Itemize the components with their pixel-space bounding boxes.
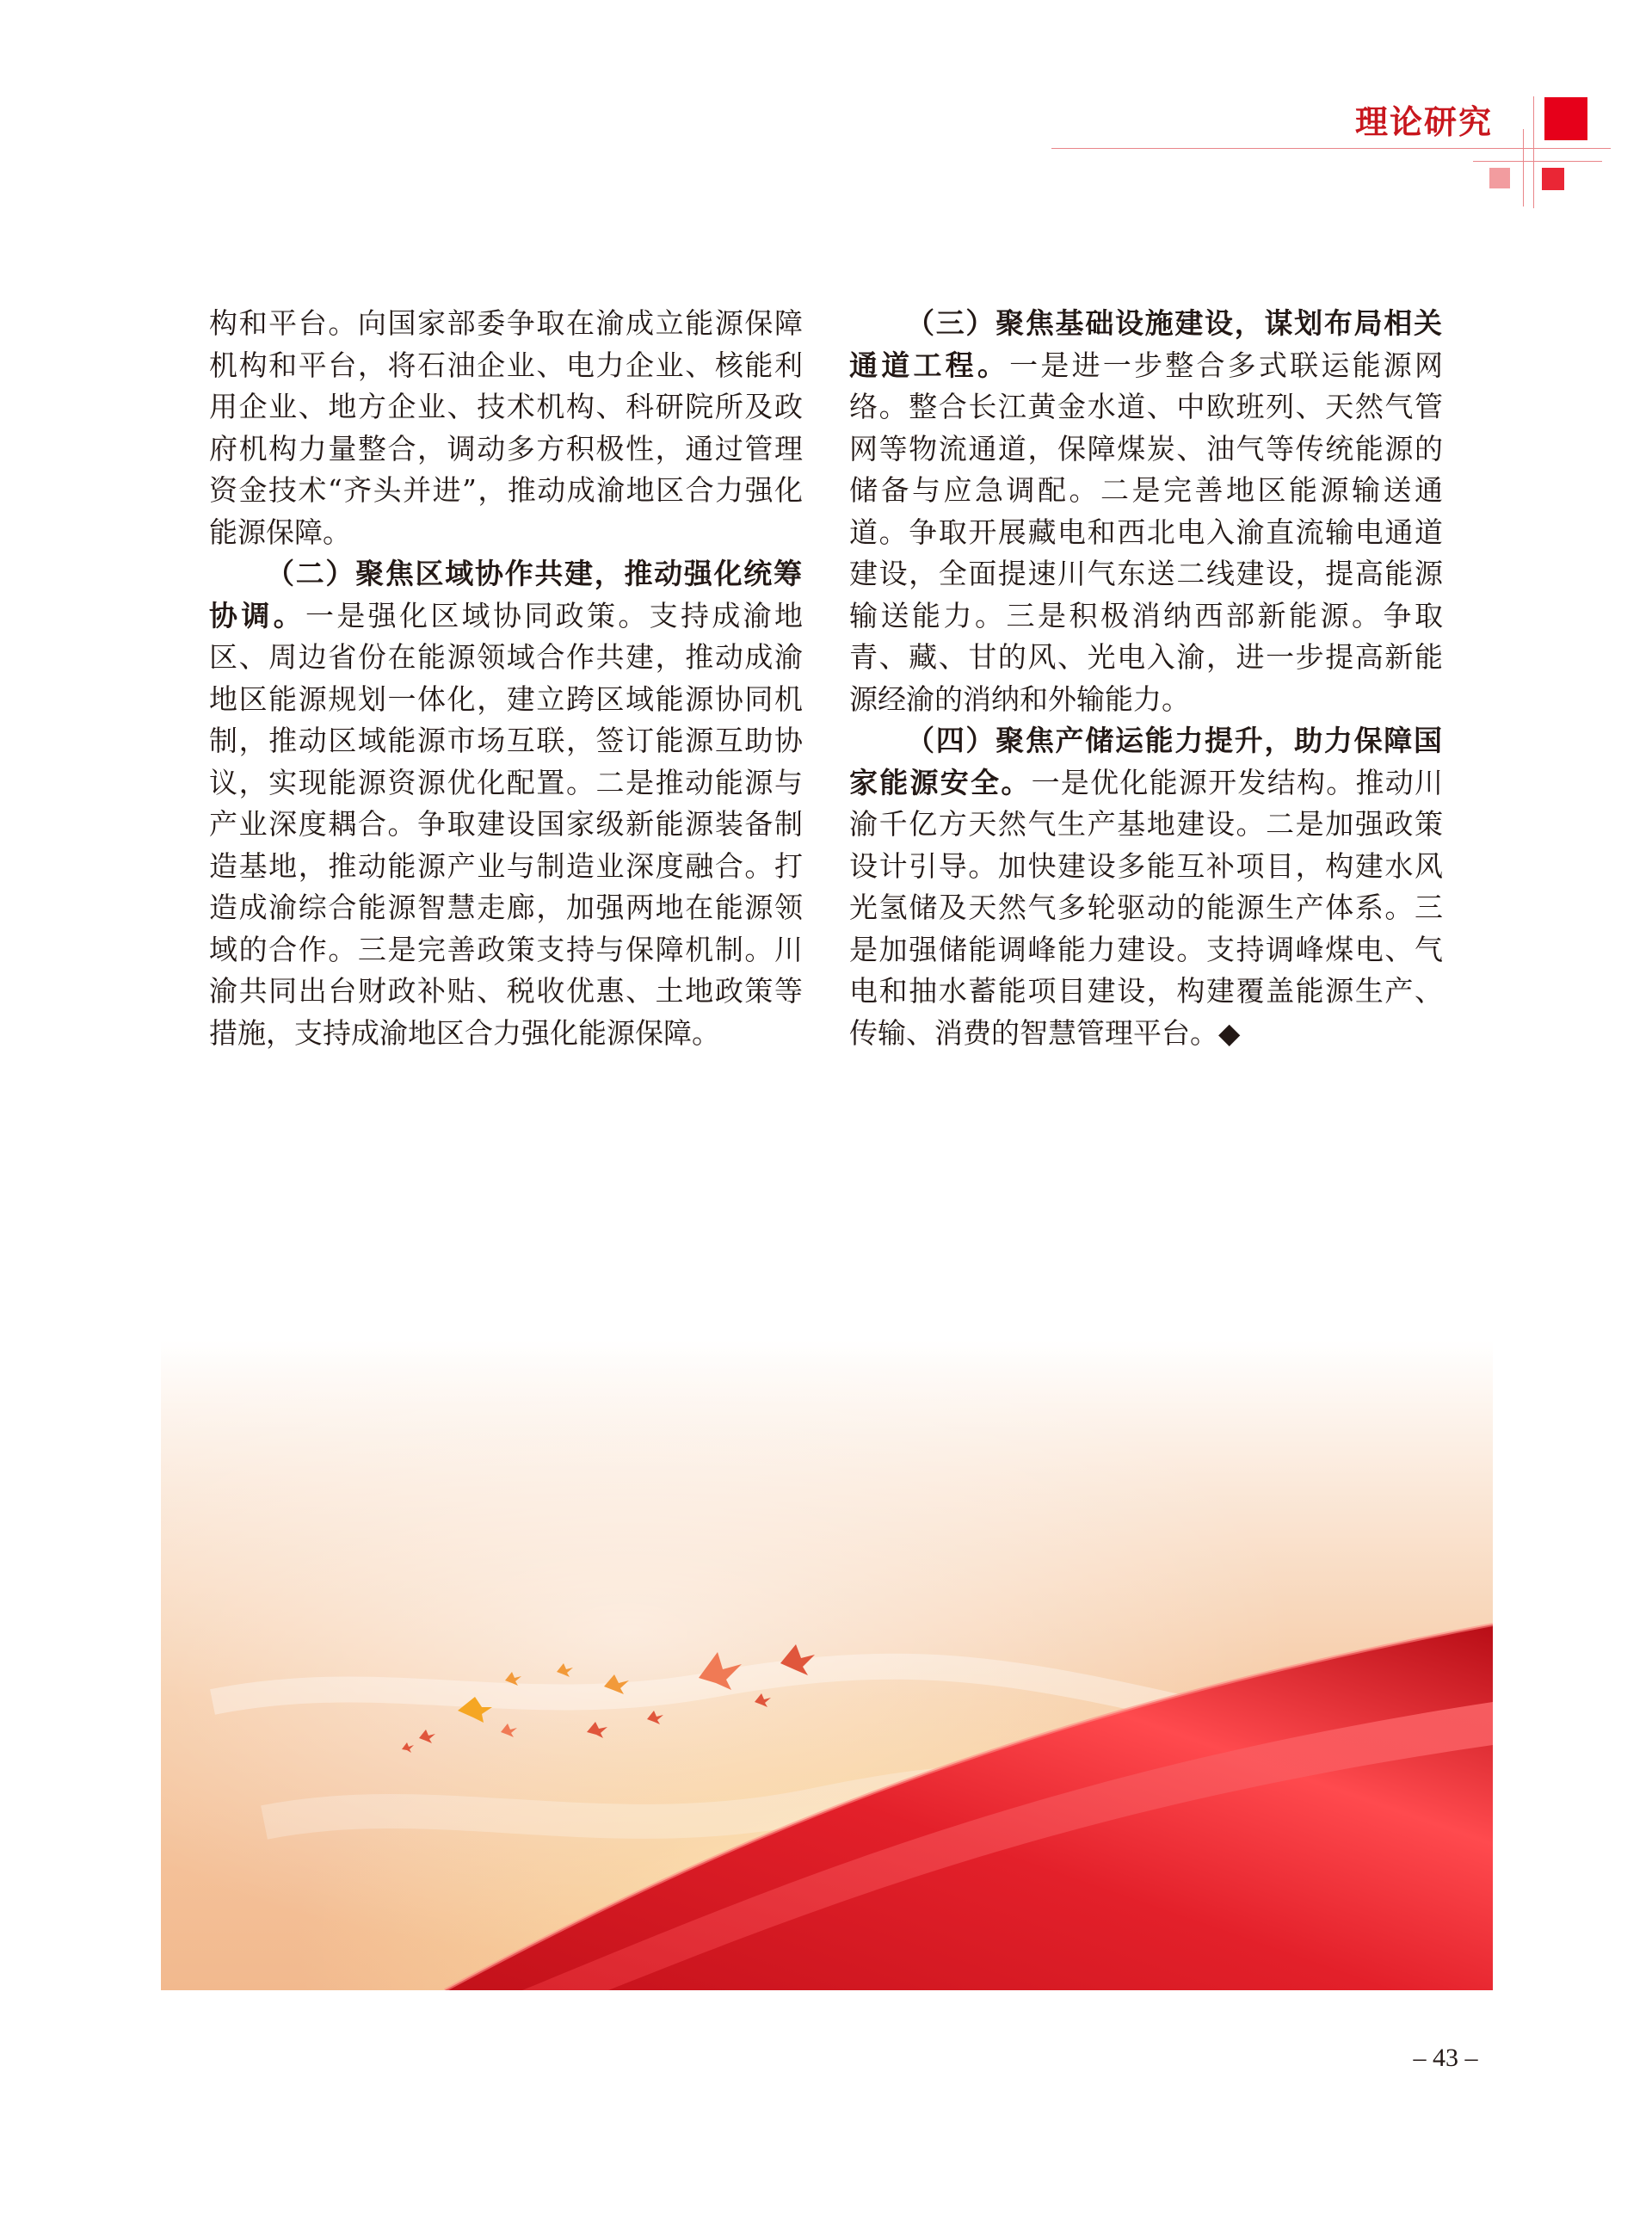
paragraph-2 xyxy=(209,553,803,1054)
paragraph-3 xyxy=(849,303,1443,720)
header-rule-lower xyxy=(1473,161,1602,162)
header-vrule-2 xyxy=(1523,129,1524,207)
header-square-small-pink xyxy=(1489,168,1510,188)
section-title: 理论研究 xyxy=(1354,103,1493,141)
left-column xyxy=(209,303,803,1054)
paragraph-4-body: 一是优化能源开发结构。推动川渝千亿方天然气生产基地建设。二是加强政策设计引导。加快建设多能互补项目，构建水风光氢储及天然气多轮驱动的能源生产体系。三是加强储能调峰能力建设。支持调峰煤电、气电和抽水蓄能项目建设，构建覆盖能源生产、传输、消费的智慧管理平台。 xyxy=(849,765,1444,1050)
page-number: – 43 – xyxy=(1413,2044,1478,2072)
section-heading-2: （二）聚焦区域协作共建，推动强化统筹协调。 xyxy=(209,557,803,632)
paragraph-2-body: 一是强化区域协同政策。支持成渝地区、周边省份在能源领域合作共建，推动成渝地区能源规划一体化，建立跨区域能源协同机制，推动区域能源市场互联，签订能源互助协议，实现能源资源优化配置。二是推动能源与产业深度耦合。争取建设国家级新能源装备制造基地，推动能源产业与制造业深度融合。打造成渝综合能源智慧走廊，加强两地在能源领域的合作。三是完善政策支持与保障机制。川渝共同出台财政补贴、税收优惠、土地政策等措施，支持成渝地区合力强化能源保障。 xyxy=(209,598,803,1050)
right-column xyxy=(849,303,1443,1054)
paragraph-4 xyxy=(849,720,1443,1054)
paragraph-1: 构和平台。向国家部委争取在渝成立能源保障机构和平台，将石油企业、电力企业、核能利用企业、地方企业、技术机构、科研院所及政府机构力量整合，调动多方积极性，通过管理资金技术“齐头并进”，推动成渝地区合力强化能源保障。 xyxy=(209,306,803,549)
section-heading-4: （四）聚焦产储运能力提升，助力保障国家能源安全。 xyxy=(849,724,1443,799)
header-square-small-red xyxy=(1542,168,1564,190)
header-square-large xyxy=(1544,97,1587,140)
end-diamond-icon: ◆ xyxy=(1218,1015,1241,1050)
paragraph-3-body: 一是进一步整合多式联运能源网络。整合长江黄金水道、中欧班列、天然气管网等物流通道，保障煤炭、油气等传统能源的储备与应急调配。二是完善地区能源输送通道。争取开展藏电和西北电入渝直流输电通道建设，全面提速川气东送二线建设，提高能源输送能力。三是积极消纳西部新能源。争取青、藏、甘的风、光电入渝，进一步提高新能源经渝的消纳和外输能力。 xyxy=(849,348,1444,716)
header-rule xyxy=(1051,148,1611,149)
header-vrule-1 xyxy=(1533,96,1534,208)
decorative-banner-image xyxy=(161,1341,1493,1990)
section-heading-3: （三）聚焦基础设施建设，谋划布局相关通道工程。 xyxy=(849,306,1443,382)
